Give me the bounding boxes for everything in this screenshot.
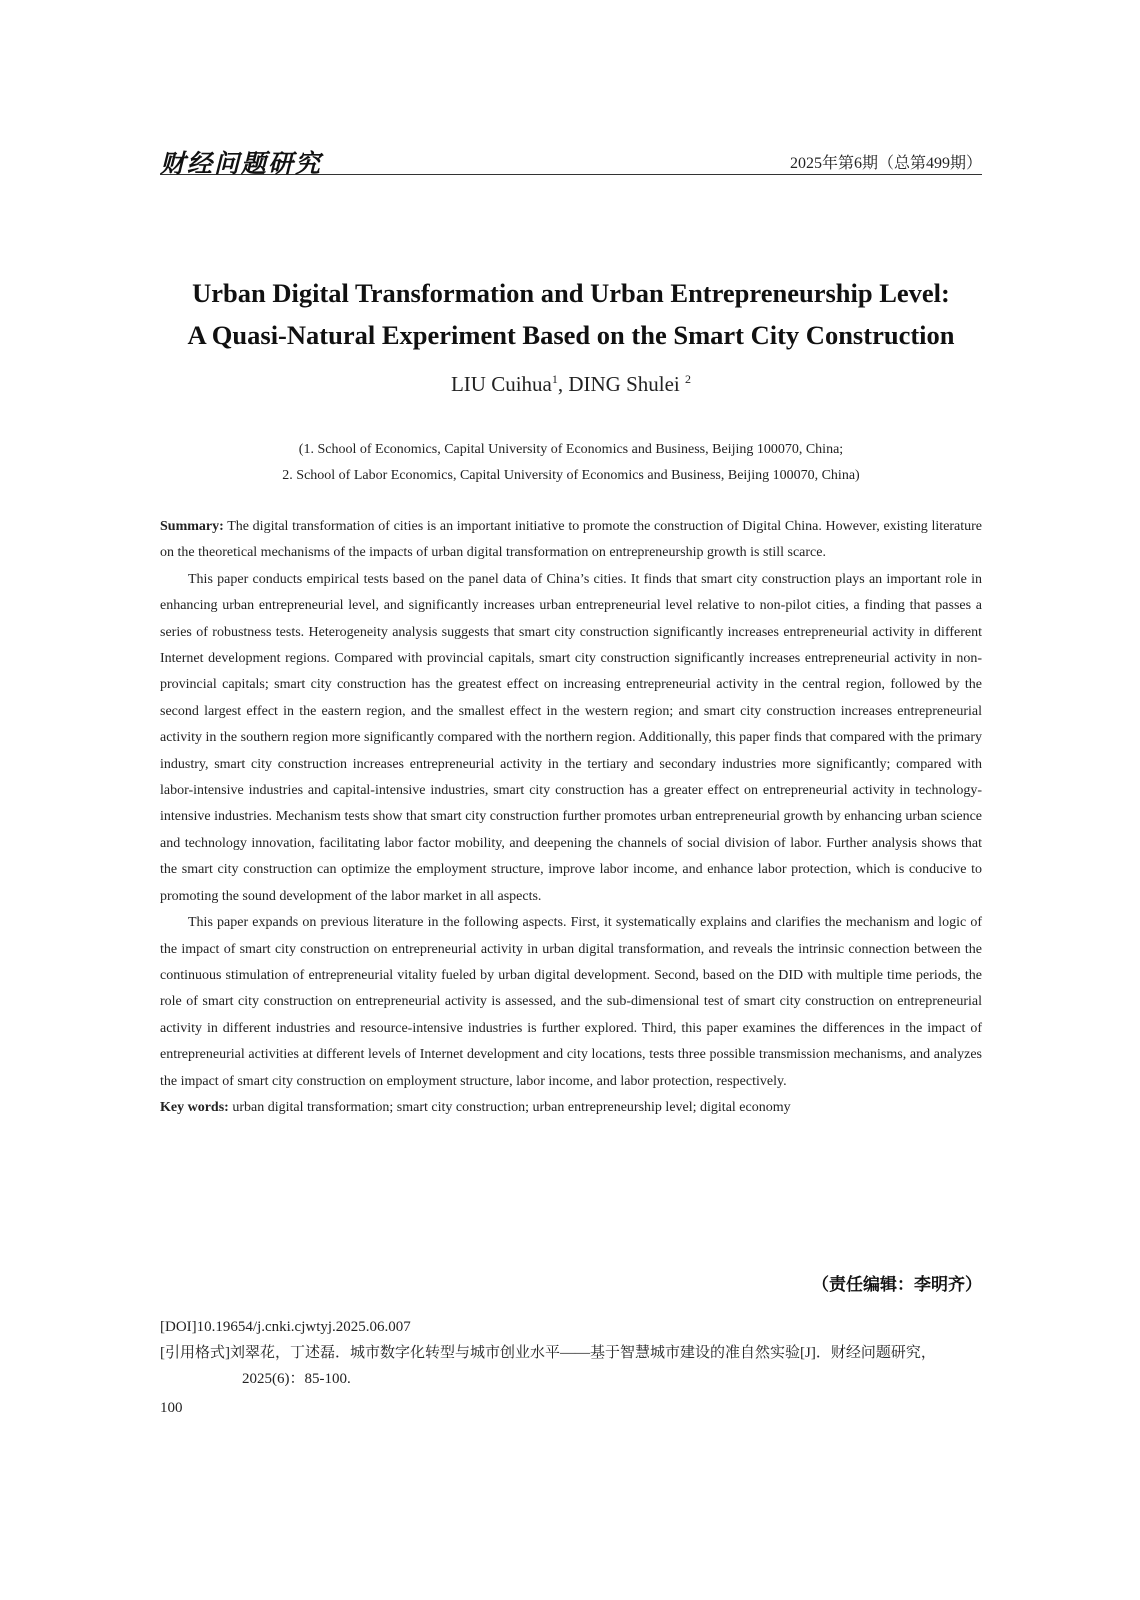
- abstract-text-1: The digital transformation of cities is an important initiative to promote the construction of Digital China. However, existing literature on the theoretical mechanisms of the impacts of urban digital transformation on entrepreneurship growth is still scarce.: [160, 519, 982, 561]
- journal-logo: 财经问题研究: [160, 149, 323, 178]
- abstract-paragraph-3: This paper expands on previous literature in the following aspects. First, it systematically explains and clarifies the mechanism and logic of the impact of smart city construction on entrepreneurial activity in urban digital transformation, and reveals the intrinsic connection between the continuous stimulation of entrepreneurial vitality fueled by urban digital development. Second, based on the DID with multiple time periods, the role of smart city construction on entrepreneurial activity is assessed, and the sub-dimensional test of smart city construction on entrepreneurial activity in different industries and resource-intensive industries is further explored. Third, this paper examines the differences in the impact of entrepreneurial activities at different levels of Internet development and city locations, tests three possible transmission mechanisms, and analyzes the impact of smart city construction on employment structure, labor income, and labor protection, respectively.: [160, 915, 982, 1089]
- author-2-affil-mark: 2: [685, 372, 692, 386]
- responsible-editor: （责任编辑：李明齐）: [812, 1275, 982, 1295]
- citation-format: [引用格式]刘翠花，丁述磊．城市数字化转型与城市创业水平——基于智慧城市建设的准自然实验[J]．财经问题研究，2025(6)：85-100.: [160, 1345, 936, 1387]
- abstract-paragraph-1: [160, 514, 982, 567]
- affiliations: [160, 437, 982, 489]
- keywords-text: urban digital transformation; smart city construction; urban entrepreneurship level; digital economy: [232, 1099, 791, 1115]
- affiliation-2: 2. School of Labor Economics, Capital University of Economics and Business, Beijing 100070, China): [282, 468, 860, 483]
- affiliation-1: (1. School of Economics, Capital University of Economics and Business, Beijing 100070, China;: [298, 442, 844, 457]
- title-line-1: Urban Digital Transformation and Urban Entrepreneurship Level:: [192, 278, 950, 308]
- title-line-2: A Quasi-Natural Experiment Based on the Smart City Construction: [187, 320, 955, 350]
- abstract-paragraph-2: This paper conducts empirical tests based on the panel data of China’s cities. It finds that smart city construction plays an important role in enhancing urban entrepreneurial level, and significantly increases urban entrepreneurial level relative to non-pilot cities, a finding that passes a series of robustness tests. Heterogeneity analysis suggests that smart city construction significantly increases entrepreneurial activity in different Internet development regions. Compared with provincial capitals, smart city construction significantly increases entrepreneurial activity in non-provincial capitals; smart city construction has the greatest effect on increasing entrepreneurial activity in the central region, followed by the second largest effect in the eastern region, and the smallest effect in the western region; and smart city construction increases entrepreneurial activity in the southern region more significantly compared with the northern region. Additionally, this paper finds that compared with the primary industry, smart city construction increases entrepreneurial activity in the tertiary and secondary industries more significantly; compared with labor-intensive industries and capital-intensive industries, smart city construction has a greater effect on entrepreneurial activity in technology-intensive industries. Mechanism tests show that smart city construction further promotes urban entrepreneurial growth by enhancing urban science and technology innovation, facilitating labor factor mobility, and deepening the channels of social division of labor. Further analysis shows that the smart city construction can optimize the employment structure, improve labor income, and enhance labor protection, which is conducive to promoting the sound development of the labor market in all aspects.: [160, 571, 982, 904]
- abstract: [160, 514, 982, 1121]
- summary-label: Summary:: [160, 519, 224, 534]
- author-1-name: LIU Cuihua: [450, 372, 552, 396]
- author-list: [160, 372, 982, 397]
- author-2-name: DING Shulei: [568, 372, 680, 396]
- author-separator: ,: [557, 372, 569, 396]
- keywords: [160, 1095, 982, 1121]
- paper-title: [160, 272, 982, 356]
- issue-info: 2025年第6期（总第499期）: [789, 155, 982, 172]
- doi: [DOI]10.19654/j.cnki.cjwtyj.2025.06.007: [160, 1319, 411, 1335]
- page-number: 100: [160, 1400, 183, 1416]
- keywords-label: Key words:: [160, 1099, 229, 1115]
- reference-info: [160, 1314, 982, 1392]
- page-header: [160, 144, 982, 178]
- author-1-affil-mark: 1: [551, 372, 558, 386]
